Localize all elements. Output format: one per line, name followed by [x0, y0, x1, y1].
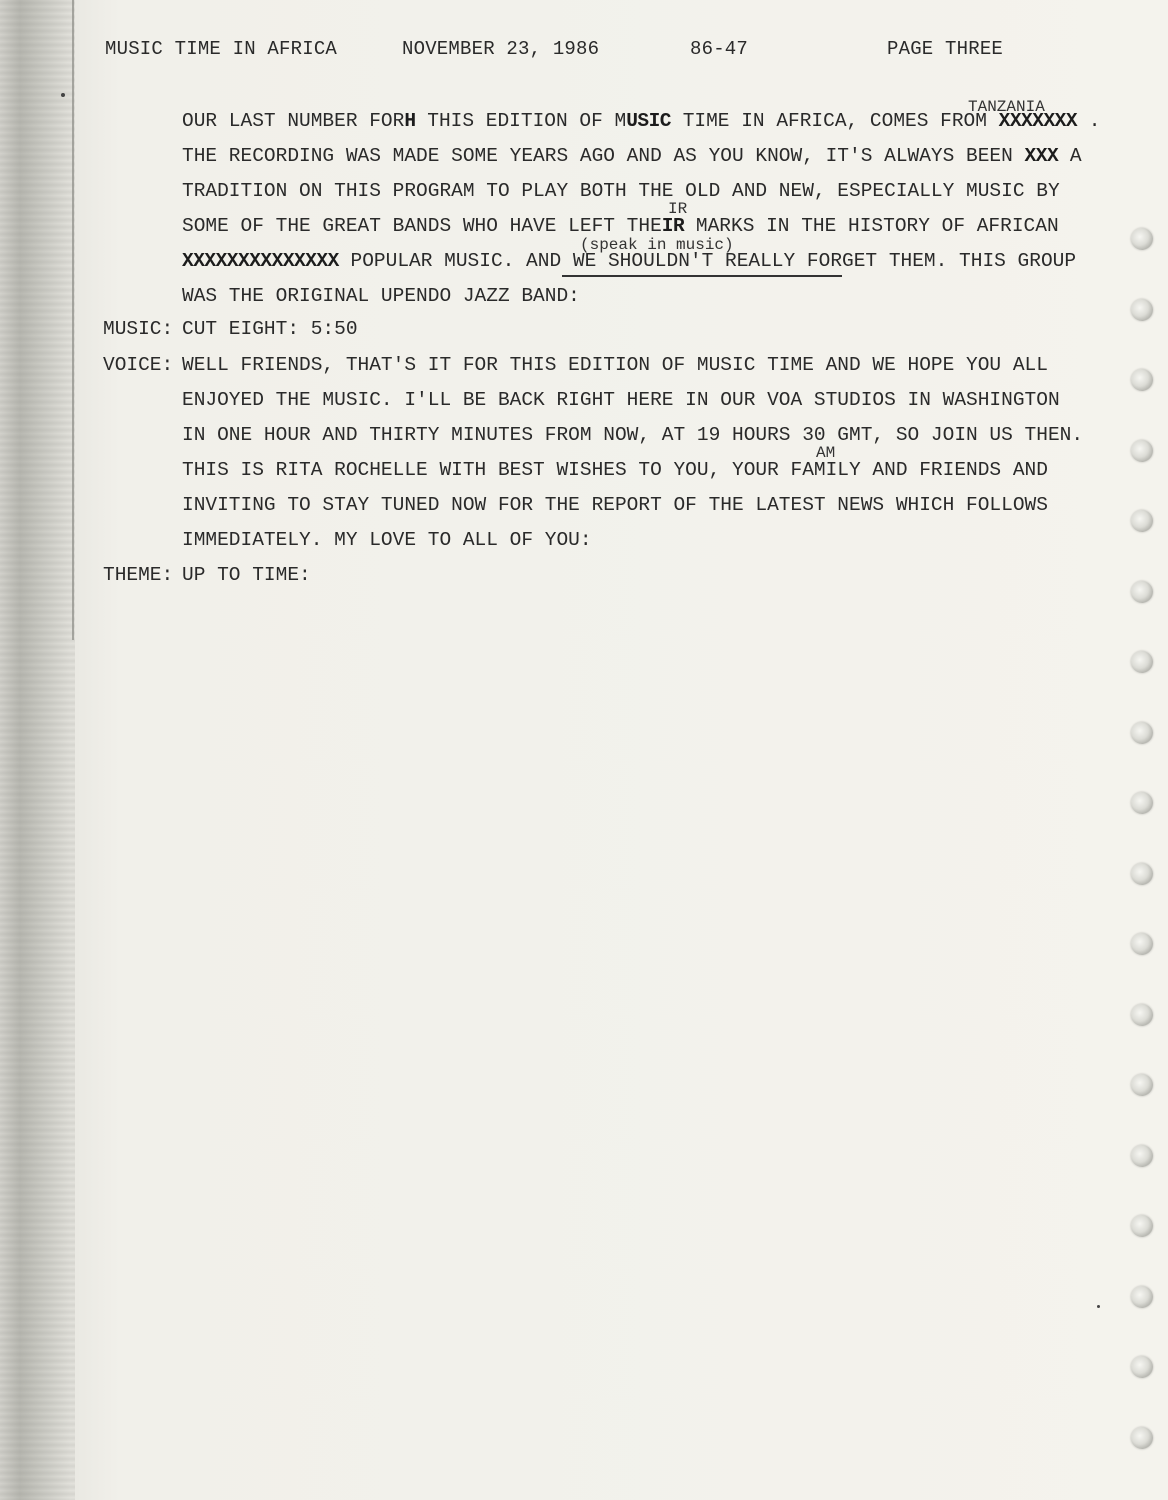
voice-cue-label: VOICE: [103, 354, 174, 376]
script-line-2-end: A [1058, 145, 1082, 167]
voice-line-2: ENJOYED THE MUSIC. I'LL BE BACK RIGHT HERE IN OUR VOA STUDIOS IN WASHINGTON [182, 389, 1060, 411]
punch-hole [1131, 510, 1153, 532]
overstrike-2: XXX [1024, 145, 1059, 167]
punch-hole [1131, 369, 1153, 391]
ink-speck [61, 93, 65, 97]
punch-hole [1131, 1145, 1153, 1167]
overstrike-1c: XXXXXXX [998, 110, 1078, 132]
voice-line-5: INVITING TO STAY TUNED NOW FOR THE REPORT OF THE LATEST NEWS WHICH FOLLOWS [182, 494, 1048, 516]
underlined-phrase: WE SHOULDN'T REALLY FORGET [572, 250, 878, 272]
script-line-4-text: SOME OF THE GREAT BANDS WHO HAVE LEFT THE [182, 215, 662, 237]
handwritten-insert-tanzania: TANZANIA [968, 98, 1045, 116]
script-line-1 [182, 110, 1100, 132]
page-header [0, 38, 1168, 68]
script-line-5-text: POPULAR MUSIC. AND [350, 250, 562, 272]
theme-cue-text: UP TO TIME: [182, 564, 311, 586]
header-script-number: 86-47 [690, 38, 749, 60]
script-line-2 [182, 145, 1082, 167]
punch-hole [1131, 933, 1153, 955]
punch-hole [1131, 299, 1153, 321]
handwritten-insert-ir: IR [668, 200, 688, 218]
overstrike-1a: H [404, 110, 416, 132]
handwritten-insert-speak-in-music: (speak in music) [580, 236, 734, 254]
handwritten-underline [562, 275, 842, 277]
script-line-1-mid-a: THIS EDITION OF M [415, 110, 627, 132]
overstrike-4: IR [661, 215, 685, 237]
punch-hole [1131, 651, 1153, 673]
voice-line-3: IN ONE HOUR AND THIRTY MINUTES FROM NOW, AT 19 HOURS 30 GMT, SO JOIN US THEN. [182, 424, 1084, 446]
voice-line-6: IMMEDIATELY. MY LOVE TO ALL OF YOU: [182, 529, 592, 551]
header-page-number: PAGE THREE [887, 38, 1004, 60]
script-line-5-end: THEM. THIS GROUP [877, 250, 1077, 272]
music-cue-text: CUT EIGHT: 5:50 [182, 318, 358, 340]
punch-hole [1131, 581, 1153, 603]
margin-edge-line [72, 0, 74, 640]
punch-hole [1131, 1004, 1153, 1026]
script-line-4-end: MARKS IN THE HISTORY OF AFRICAN [684, 215, 1059, 237]
overstrike-1b: USIC [626, 110, 671, 132]
voice-line-4: THIS IS RITA ROCHELLE WITH BEST WISHES TO YOU, YOUR FAMILY AND FRIENDS AND [182, 459, 1048, 481]
punch-hole [1131, 722, 1153, 744]
punch-hole [1131, 1427, 1153, 1449]
punch-hole [1131, 1215, 1153, 1237]
punch-hole [1131, 440, 1153, 462]
script-line-1-text: OUR LAST NUMBER FOR [182, 110, 405, 132]
script-line-6: WAS THE ORIGINAL UPENDO JAZZ BAND: [182, 285, 580, 307]
script-line-3: TRADITION ON THIS PROGRAM TO PLAY BOTH THE OLD AND NEW, ESPECIALLY MUSIC BY [182, 180, 1060, 202]
punch-hole [1131, 792, 1153, 814]
script-line-1-mid-b: TIME IN AFRICA, COMES FROM [671, 110, 999, 132]
punch-hole [1131, 1074, 1153, 1096]
theme-cue-label: THEME: [103, 564, 174, 586]
script-line-1-end: . [1077, 110, 1101, 132]
punch-hole [1131, 228, 1153, 250]
header-date: NOVEMBER 23, 1986 [402, 38, 600, 60]
script-line-5 [182, 250, 1076, 272]
script-line-4 [182, 215, 1059, 237]
punch-hole [1131, 1286, 1153, 1308]
binding-strip [0, 0, 75, 1500]
handwritten-insert-am: AM [816, 444, 836, 462]
music-cue-label: MUSIC: [103, 318, 174, 340]
voice-line-1: WELL FRIENDS, THAT'S IT FOR THIS EDITION OF MUSIC TIME AND WE HOPE YOU ALL [182, 354, 1048, 376]
ink-speck [1097, 1305, 1100, 1308]
script-line-2-text: THE RECORDING WAS MADE SOME YEARS AGO AND AS YOU KNOW, IT'S ALWAYS BEEN [182, 145, 1013, 167]
punch-hole [1131, 1356, 1153, 1378]
punch-hole [1131, 863, 1153, 885]
overstrike-5: XXXXXXXXXXXXXX [182, 250, 339, 272]
header-program-title: MUSIC TIME IN AFRICA [105, 38, 338, 60]
